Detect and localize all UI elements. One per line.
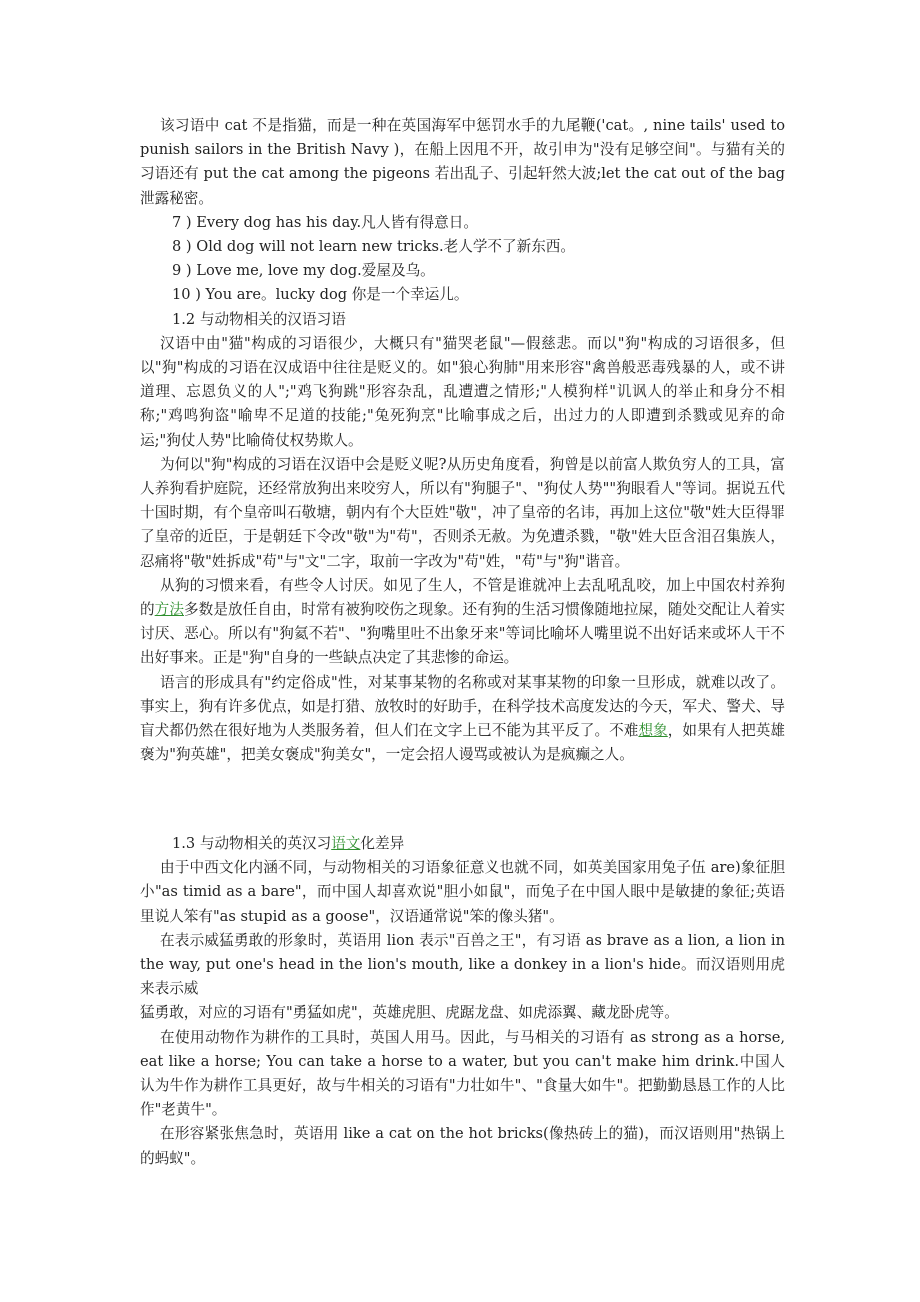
text-span: 化差异	[360, 835, 405, 852]
text-span: 多数是放任自由，时常有被狗咬伤之现象。还有狗的生活习惯像随地拉屎，随处交配让人着实讨厌、恶心。所以有"狗氦不若"、"狗嘴里吐不出象牙来"等词比喻坏人嘴里说不出好话来或坏人干不出好事来。正是"狗"自身的一些缺点决定了其悲惨的命运。	[140, 601, 785, 667]
list-item-9: 9 ) Love me, love my dog.爱屋及乌。	[172, 262, 435, 280]
link-language-culture[interactable]: 语文	[331, 835, 361, 852]
paragraph-lion-tiger: 在表示威猛勇敢的形象时，英语用 lion 表示"百兽之王"，有习语 as brave as a lion, a lion in the way, put one's head in the lion's mouth, like a donkey in a lion's hide。而汉语则用虎来表示威	[140, 931, 785, 998]
paragraph-dog-habits	[140, 574, 785, 671]
text-span: ，如果有人把英雄褒为"狗英雄"，把美女褒成"狗美女"，一定会招人谩骂或被认为是疯癫之人。	[140, 722, 785, 764]
section-heading-1-3	[140, 832, 785, 856]
paragraph-cat-ant: 在形容紧张焦急时，英语用 like a cat on the hot bricks(像热砖上的猫)，而汉语则用"热锅上的蚂蚁"。	[140, 1125, 785, 1167]
text-span: 从狗的习惯来看，有些令人讨厌。如见了生人，不管是谁就冲上去乱吼乱咬，加上中国农村养狗的	[140, 576, 785, 619]
paragraph-horse-ox: 在使用动物作为耕作的工具时，英国人用马。因此，与马相关的习语有 as strong as a horse, eat like a horse; You can take a horse to a water, but you can't make him drink.中国人认为牛作为耕作工具更好，故与牛相关的习语有"力壮如牛"、"食量大如牛"。把勤勤恳恳工作的人比作"老黄牛"。	[140, 1028, 785, 1119]
list-item-10: 10 ) You are。lucky dog 你是一个幸运儿。	[172, 286, 469, 304]
link-imagine[interactable]: 想象	[638, 722, 668, 740]
link-method[interactable]: 方法	[154, 601, 184, 619]
body-top	[140, 114, 785, 767]
list-item-7: 7 ) Every dog has his day.凡人皆有得意日。	[172, 213, 478, 231]
paragraph-symbolism: 由于中西文化内涵不同，与动物相关的习语象征意义也就不同，如英美国家用兔子伍 are)象征胆小"as timid as a bare"，而中国人却喜欢说"胆小如鼠"，而兔子在中国人眼中是敏捷的象征;英语里说人笨有"as stupid as a goose"，汉语通常说"笨的像头猪"。	[140, 859, 785, 925]
text-span: 1.3 与动物相关的英汉习	[172, 835, 332, 852]
section-heading-1-2: 1.2 与动物相关的汉语习语	[172, 310, 346, 328]
text-span: 语言的形成具有"约定俗成"性，对某事某物的名称或对某事某物的印象一旦形成，就难以改了。事实上，狗有许多优点，如是打猎、放牧时的好助手，在科学技术高度发达的今天，军犬、警犬、导盲犬都仍然在很好地为人类服务着，但人们在文字上已不能为其平反了。不难	[140, 673, 785, 740]
paragraph-lion-tiger-cont: 猛勇敢，对应的习语有"勇猛如虎"，英雄虎胆、虎踞龙盘、如虎添翼、藏龙卧虎等。	[140, 1004, 679, 1022]
body-bottom	[140, 832, 785, 1171]
list-item-8: 8 ) Old dog will not learn new tricks.老人学不了新东西。	[172, 238, 575, 256]
paragraph-cat-idiom: 该习语中 cat 不是指猫，而是一种在英国海军中惩罚水手的九尾鞭('cat。, nine tails' used to punish sailors in the British Navy )，在船上因甩不开，故引申为"没有足够空间"。与猫有关的习语还有 put the cat among the pigeons 若出乱子、引起轩然大波;let the cat out of the bag 泄露秘密。	[140, 117, 785, 207]
paragraph-language-convention	[140, 671, 785, 768]
paragraph-chinese-idioms: 汉语中由"猫"构成的习语很少，大概只有"猫哭老鼠"—假慈悲。而以"狗"构成的习语很多，但以"狗"构成的习语在汉成语中往往是贬义的。如"狼心狗肺"用来形容"禽兽般恶毒残暴的人，或不讲道理、忘恩负义的人";"鸡飞狗跳"形容杂乱，乱遭遭之情形;"人模狗样"讥讽人的举止和身分不相称;"鸡鸣狗盗"喻卑不足道的技能;"兔死狗烹"比喻事成之后，出过力的人即遭到杀戮或见弃的命运;"狗仗人势"比喻倚仗权势欺人。	[140, 334, 785, 449]
paragraph-dog-history: 为何以"狗"构成的习语在汉语中会是贬义呢?从历史角度看，狗曾是以前富人欺负穷人的工具，富人养狗看护庭院，还经常放狗出来咬穷人，所以有"狗腿子"、"狗仗人势""狗眼看人"等词。据说五代十国时期，有个皇帝叫石敬塘，朝内有个大臣姓"敬"，冲了皇帝的名讳，再加上这位"敬"姓大臣得罪了皇帝的近臣，于是朝廷下令改"敬"为"苟"，否则杀无赦。为免遭杀戮，"敬"姓大臣含泪召集族人，忍痛将"敬"姓拆成"苟"与"文"二字，取前一字改为"苟"姓，"苟"与"狗"谐音。	[140, 455, 785, 570]
